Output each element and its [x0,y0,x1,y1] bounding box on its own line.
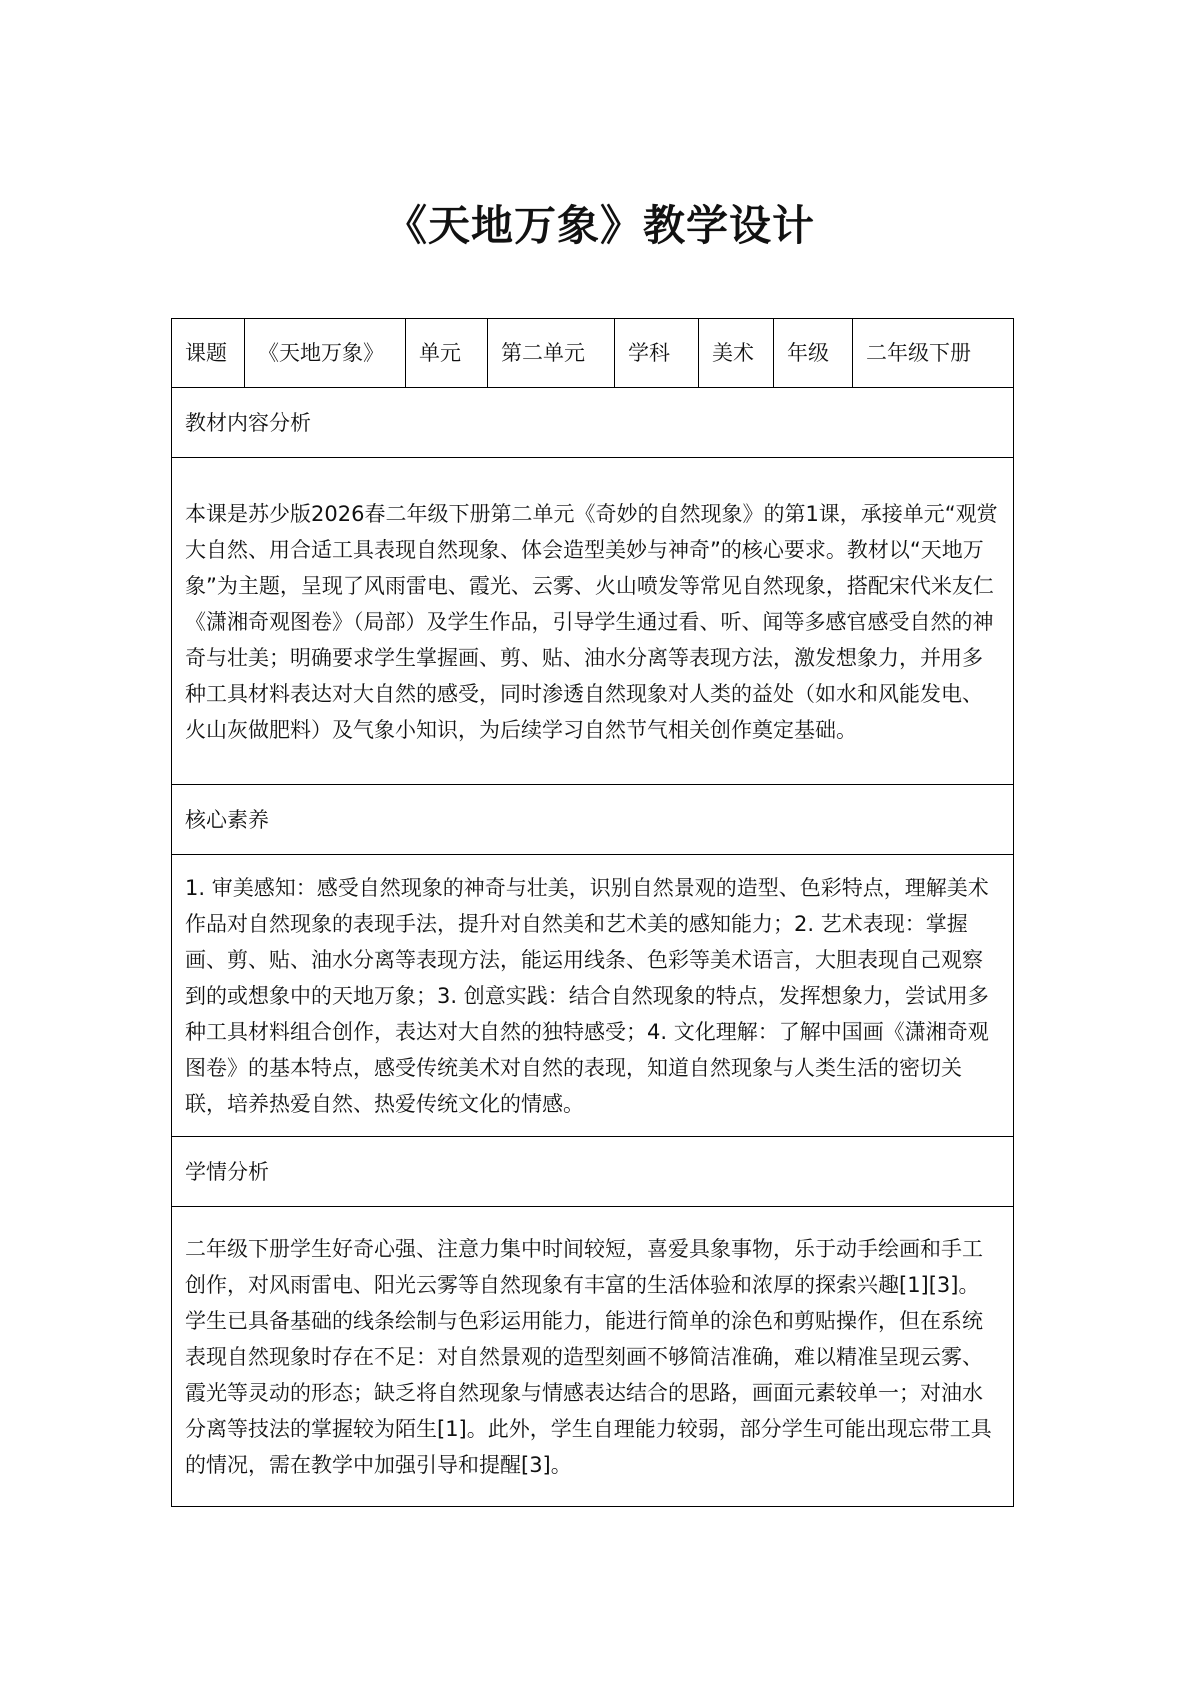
grade-value: 二年级下册 [853,319,1014,388]
section-body-row [172,855,1014,1137]
content-analysis-heading: 教材内容分析 [172,388,1014,458]
core-literacy-body: 1. 审美感知：感受自然现象的神奇与壮美，识别自然景观的造型、色彩特点，理解美术作品对自然现象的表现手法，提升对自然美和艺术美的感知能力；2. 艺术表现：掌握画、剪、贴、油水分离等表现方法，能运用线条、色彩等美术语言，大胆表现自己观察到的或想象中的天地万象；3. 创意实践：结合自然现象的特点，发挥想象力，尝试用多种工具材料组合创作，表达对大自然的独特感受；4. 文化理解：了解中国画《潇湘奇观图卷》的基本特点，感受传统美术对自然的表现，知道自然现象与人类生活的密切关联，培养热爱自然、热爱传统文化的情感。 [172,855,1014,1137]
section-body-row [172,1207,1014,1507]
subject-value: 美术 [699,319,774,388]
unit-value: 第二单元 [488,319,615,388]
document-title: 《天地万象》教学设计 [384,201,815,250]
section-heading-row [172,388,1014,458]
lesson-plan-table [171,318,1014,1507]
subject-label: 学科 [615,319,699,388]
topic-label: 课题 [172,319,245,388]
learner-analysis-heading: 学情分析 [172,1137,1014,1207]
core-literacy-heading: 核心素养 [172,785,1014,855]
section-body-row [172,458,1014,785]
section-heading-row [172,785,1014,855]
learner-analysis-body: 二年级下册学生好奇心强、注意力集中时间较短，喜爱具象事物，乐于动手绘画和手工创作，对风雨雷电、阳光云雾等自然现象有丰富的生活体验和浓厚的探索兴趣[1][3]。学生已具备基础的线条绘制与色彩运用能力，能进行简单的涂色和剪贴操作，但在系统表现自然现象时存在不足：对自然景观的造型刻画不够简洁准确，难以精准呈现云雾、霞光等灵动的形态；缺乏将自然现象与情感表达结合的思路，画面元素较单一；对油水分离等技法的掌握较为陌生[1]。此外，学生自理能力较弱，部分学生可能出现忘带工具的情况，需在教学中加强引导和提醒[3]。 [172,1207,1014,1507]
info-row [172,319,1014,388]
section-heading-row [172,1137,1014,1207]
unit-label: 单元 [406,319,488,388]
content-analysis-body: 本课是苏少版2026春二年级下册第二单元《奇妙的自然现象》的第1课，承接单元“观赏大自然、用合适工具表现自然现象、体会造型美妙与神奇”的核心要求。教材以“天地万象”为主题，呈现了风雨雷电、霞光、云雾、火山喷发等常见自然现象，搭配宋代米友仁《潇湘奇观图卷》（局部）及学生作品，引导学生通过看、听、闻等多感官感受自然的神奇与壮美；明确要求学生掌握画、剪、贴、油水分离等表现方法，激发想象力，并用多种工具材料表达对大自然的感受，同时渗透自然现象对人类的益处（如水和风能发电、火山灰做肥料）及气象小知识，为后续学习自然节气相关创作奠定基础。 [172,458,1014,785]
grade-label: 年级 [774,319,853,388]
topic-value: 《天地万象》 [245,319,406,388]
